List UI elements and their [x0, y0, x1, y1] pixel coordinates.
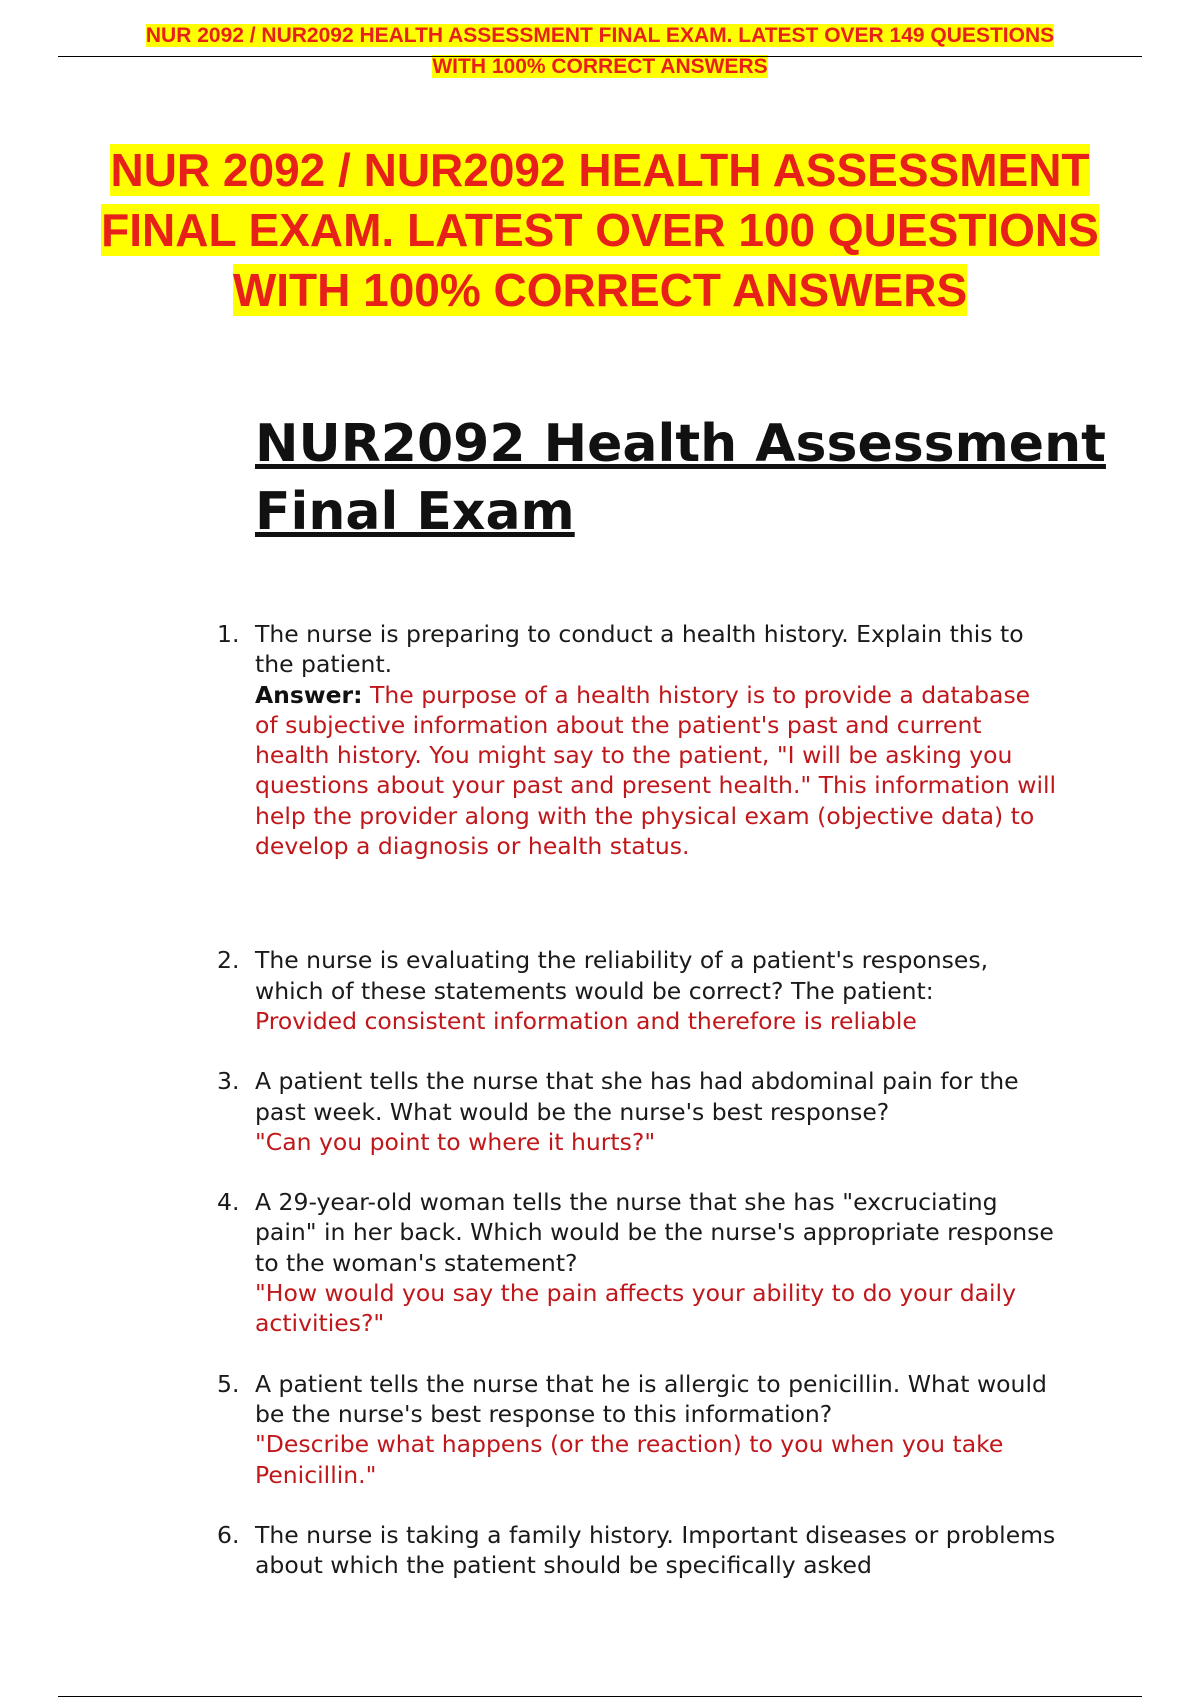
- banner-line-3: WITH 100% CORRECT ANSWERS: [232, 264, 968, 316]
- question-text: A 29-year-old woman tells the nurse that she has "excruciating pain" in her back. Which would be the nurse's appropriate response to the woman's statement?: [255, 1188, 1054, 1277]
- question-text: A patient tells the nurse that she has had abdominal pain for the past week. What would be the nurse's best response?: [255, 1067, 1019, 1126]
- answer-text: "Describe what happens (or the reaction) to you when you take Penicillin.": [255, 1430, 1004, 1489]
- answer-label: Answer:: [255, 680, 363, 709]
- running-header-line2: WITH 100% CORRECT ANSWERS: [432, 55, 768, 78]
- answer-text: The purpose of a health history is to provide a database of subjective information about the patient's past and current health history. You might say to the patient, "I will be asking you questions about your past and present health." This information will help the provider along with the physical exam (objective data) to develop a diagnosis or health status.: [255, 680, 1057, 861]
- running-header: [58, 20, 1142, 82]
- answer-text: "Can you point to where it hurts?": [255, 1127, 656, 1156]
- question-item: [217, 945, 1057, 1036]
- question-number: 5.: [217, 1369, 240, 1398]
- question-text: A patient tells the nurse that he is allergic to penicillin. What would be the nurse's best response to this information?: [255, 1369, 1047, 1428]
- banner-line-2: FINAL EXAM. LATEST OVER 100 QUESTIONS: [101, 204, 1099, 256]
- question-item: [217, 1066, 1057, 1157]
- document-title: [255, 410, 1115, 546]
- question-number: 3.: [217, 1067, 240, 1096]
- question-number: 4.: [217, 1188, 240, 1217]
- question-text: The nurse is preparing to conduct a health history. Explain this to the patient.: [255, 620, 1024, 679]
- document-title-line1: NUR2092 Health Assessment: [255, 414, 1106, 474]
- question-item: [217, 1187, 1057, 1338]
- question-number: 2.: [217, 946, 240, 975]
- title-banner: [58, 140, 1142, 320]
- running-header-line1: NUR 2092 / NUR2092 HEALTH ASSESSMENT FINAL EXAM. LATEST OVER 149 QUESTIONS: [145, 24, 1055, 47]
- footer-rule: [58, 1696, 1142, 1697]
- question-item: [217, 1520, 1057, 1581]
- question-item: [217, 1369, 1057, 1490]
- answer-text: "How would you say the pain affects your ability to do your daily activities?": [255, 1279, 1016, 1338]
- question-text: The nurse is evaluating the reliability of a patient's responses, which of these statements would be correct? The patient:: [255, 946, 989, 1005]
- question-text: The nurse is taking a family history. Important diseases or problems about which the patient should be specifically asked: [255, 1520, 1056, 1580]
- question-item: [217, 619, 1057, 861]
- document-title-line2: Final Exam: [255, 482, 575, 542]
- banner-line-1: NUR 2092 / NUR2092 HEALTH ASSESSMENT: [110, 144, 1090, 196]
- question-number: 1.: [217, 620, 240, 648]
- question-number: 6.: [217, 1520, 240, 1549]
- header-rule: [58, 56, 1142, 57]
- answer-text: Provided consistent information and therefore is reliable: [255, 1006, 917, 1035]
- question-list: [217, 619, 1057, 1580]
